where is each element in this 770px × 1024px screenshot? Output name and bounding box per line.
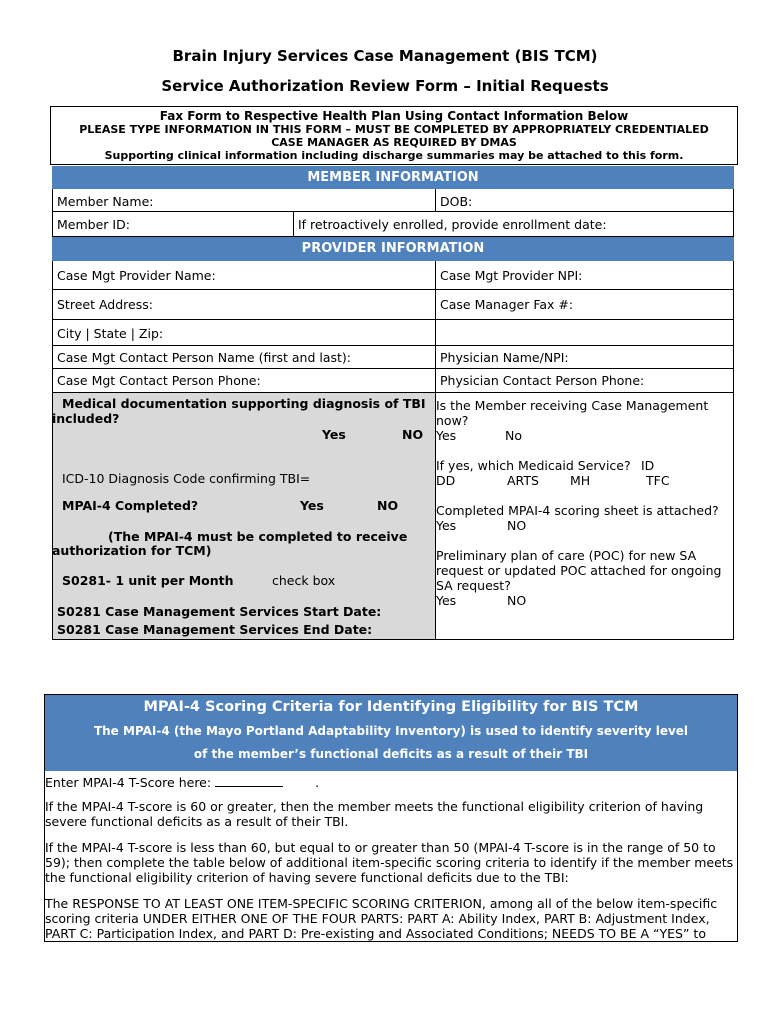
medicaid-service-question: If yes, which Medicaid Service?: [436, 458, 631, 473]
tbi-section-shading: [53, 393, 435, 639]
scoring-sheet-no[interactable]: NO: [507, 518, 527, 533]
notice-line-3: CASE MANAGER AS REQUIRED BY DMAS: [271, 136, 517, 149]
med-doc-no[interactable]: NO: [402, 427, 424, 442]
city-state-zip-label: City | State | Zip:: [57, 326, 164, 341]
poc-question: Preliminary plan of care (POC) for new SA: [436, 548, 697, 563]
member-row-1: [52, 189, 734, 212]
street-address-label: Street Address:: [57, 297, 153, 312]
retro-enrollment-label: If retroactively enrolled, provide enrollment date:: [298, 217, 607, 232]
icd10-label: ICD-10 Diagnosis Code confirming TBI=: [62, 471, 311, 486]
notice-line-1: Fax Form to Respective Health Plan Using Contact Information Below: [159, 109, 629, 123]
provider-info-header: PROVIDER INFORMATION: [52, 237, 734, 261]
provider-row-2: [52, 290, 734, 320]
member-info-header: MEMBER INFORMATION: [52, 166, 734, 189]
mpai-paragraph-2: If the MPAI-4 T-score is less than 60, but equal to or greater than 50 (MPAI-4 T-score is in the range of 50 to 59); then complete the table below of additional item-specific scoring criteria to identify if the member meets the functional eligibility criterion of having severe functional deficits due to the TBI:: [45, 840, 734, 885]
mpai-completed-no[interactable]: NO: [377, 498, 399, 513]
medical-documentation-question-cont: included?: [52, 411, 120, 426]
poc-no[interactable]: NO: [507, 593, 527, 608]
form-subtitle: Service Authorization Review Form – Initial Requests: [161, 77, 609, 95]
medical-documentation-question: Medical documentation supporting diagnosis of TBI: [62, 396, 426, 411]
form-title: Brain Injury Services Case Management (BIS TCM): [172, 47, 598, 65]
service-option-arts[interactable]: ARTS: [507, 473, 539, 488]
provider-npi-label: Case Mgt Provider NPI:: [440, 268, 583, 283]
member-id-label: Member ID:: [57, 217, 130, 232]
tscore-label: Enter MPAI-4 T-Score here:: [45, 775, 212, 790]
member-name-label: Member Name:: [57, 194, 154, 209]
receiving-cm-yes[interactable]: Yes: [436, 428, 457, 443]
service-option-tfc[interactable]: TFC: [646, 473, 670, 488]
mpai-note: (The MPAI-4 must be completed to receive: [108, 529, 408, 544]
mpai-completed-label: MPAI-4 Completed?: [62, 498, 199, 513]
poc-yes[interactable]: Yes: [436, 593, 457, 608]
med-doc-yes[interactable]: Yes: [322, 427, 346, 442]
service-option-dd[interactable]: DD: [436, 473, 456, 488]
receiving-cm-question-cont: now?: [436, 413, 469, 428]
scoring-sheet-yes[interactable]: Yes: [436, 518, 457, 533]
physician-phone-label: Physician Contact Person Phone:: [440, 373, 645, 388]
dob-label: DOB:: [440, 194, 473, 209]
contact-person-name-label: Case Mgt Contact Person Name (first and last):: [57, 350, 351, 365]
mpai-paragraph-1: If the MPAI-4 T-score is 60 or greater, then the member meets the functional eligibility criterion of having severe functional deficits as a result of their TBI.: [45, 799, 704, 829]
service-option-mh[interactable]: MH: [570, 473, 591, 488]
notice-line-2: PLEASE TYPE INFORMATION IN THIS FORM – MUST BE COMPLETED BY APPROPRIATELY CREDENTIALED: [79, 123, 709, 136]
tscore-end: .: [315, 775, 320, 790]
tscore-entry: [45, 775, 319, 790]
start-date-label: S0281 Case Management Services Start Date:: [57, 604, 382, 619]
poc-question-line-2: request or updated POC attached for ongoing: [436, 563, 722, 578]
s0281-check-box[interactable]: check box: [272, 573, 336, 588]
receiving-cm-no[interactable]: No: [505, 428, 522, 443]
mpai-completed-yes[interactable]: Yes: [300, 498, 324, 513]
mpai-header-sub-2: of the member’s functional deficits as a result of their TBI: [193, 747, 589, 761]
s0281-unit-label: S0281- 1 unit per Month: [62, 573, 234, 588]
service-option-id[interactable]: ID: [641, 458, 655, 473]
tscore-input[interactable]: [215, 775, 283, 787]
mpai-note-cont: authorization for TCM): [52, 543, 212, 558]
end-date-label: S0281 Case Management Services End Date:: [57, 622, 373, 637]
notice-line-4: Supporting clinical information including discharge summaries may be attached to this form.: [104, 149, 684, 162]
scoring-sheet-question: Completed MPAI-4 scoring sheet is attached?: [436, 503, 719, 518]
mpai-header-block: [45, 695, 737, 771]
physician-name-label: Physician Name/NPI:: [440, 350, 569, 365]
contact-person-phone-label: Case Mgt Contact Person Phone:: [57, 373, 261, 388]
mpai-header-title: MPAI-4 Scoring Criteria for Identifying Eligibility for BIS TCM: [143, 699, 639, 715]
case-manager-fax-label: Case Manager Fax #:: [440, 297, 574, 312]
receiving-cm-question: Is the Member receiving Case Management: [436, 398, 709, 413]
poc-question-line-3: SA request?: [436, 578, 511, 593]
provider-name-label: Case Mgt Provider Name:: [57, 268, 216, 283]
mpai-paragraph-3: The RESPONSE TO AT LEAST ONE ITEM-SPECIFIC SCORING CRITERION, among all of the below item-specific scoring criteria UNDER EITHER ONE OF THE FOUR PARTS: PART A: Ability Index, PART B: Adjustment Index, PART C: Participation Index, and PART D: Pre-existing and Associated Conditions; NEEDS TO BE A “YES” to: [45, 896, 718, 941]
mpai-header-sub-1: The MPAI-4 (the Mayo Portland Adaptability Inventory) is used to identify severity level: [93, 724, 689, 738]
